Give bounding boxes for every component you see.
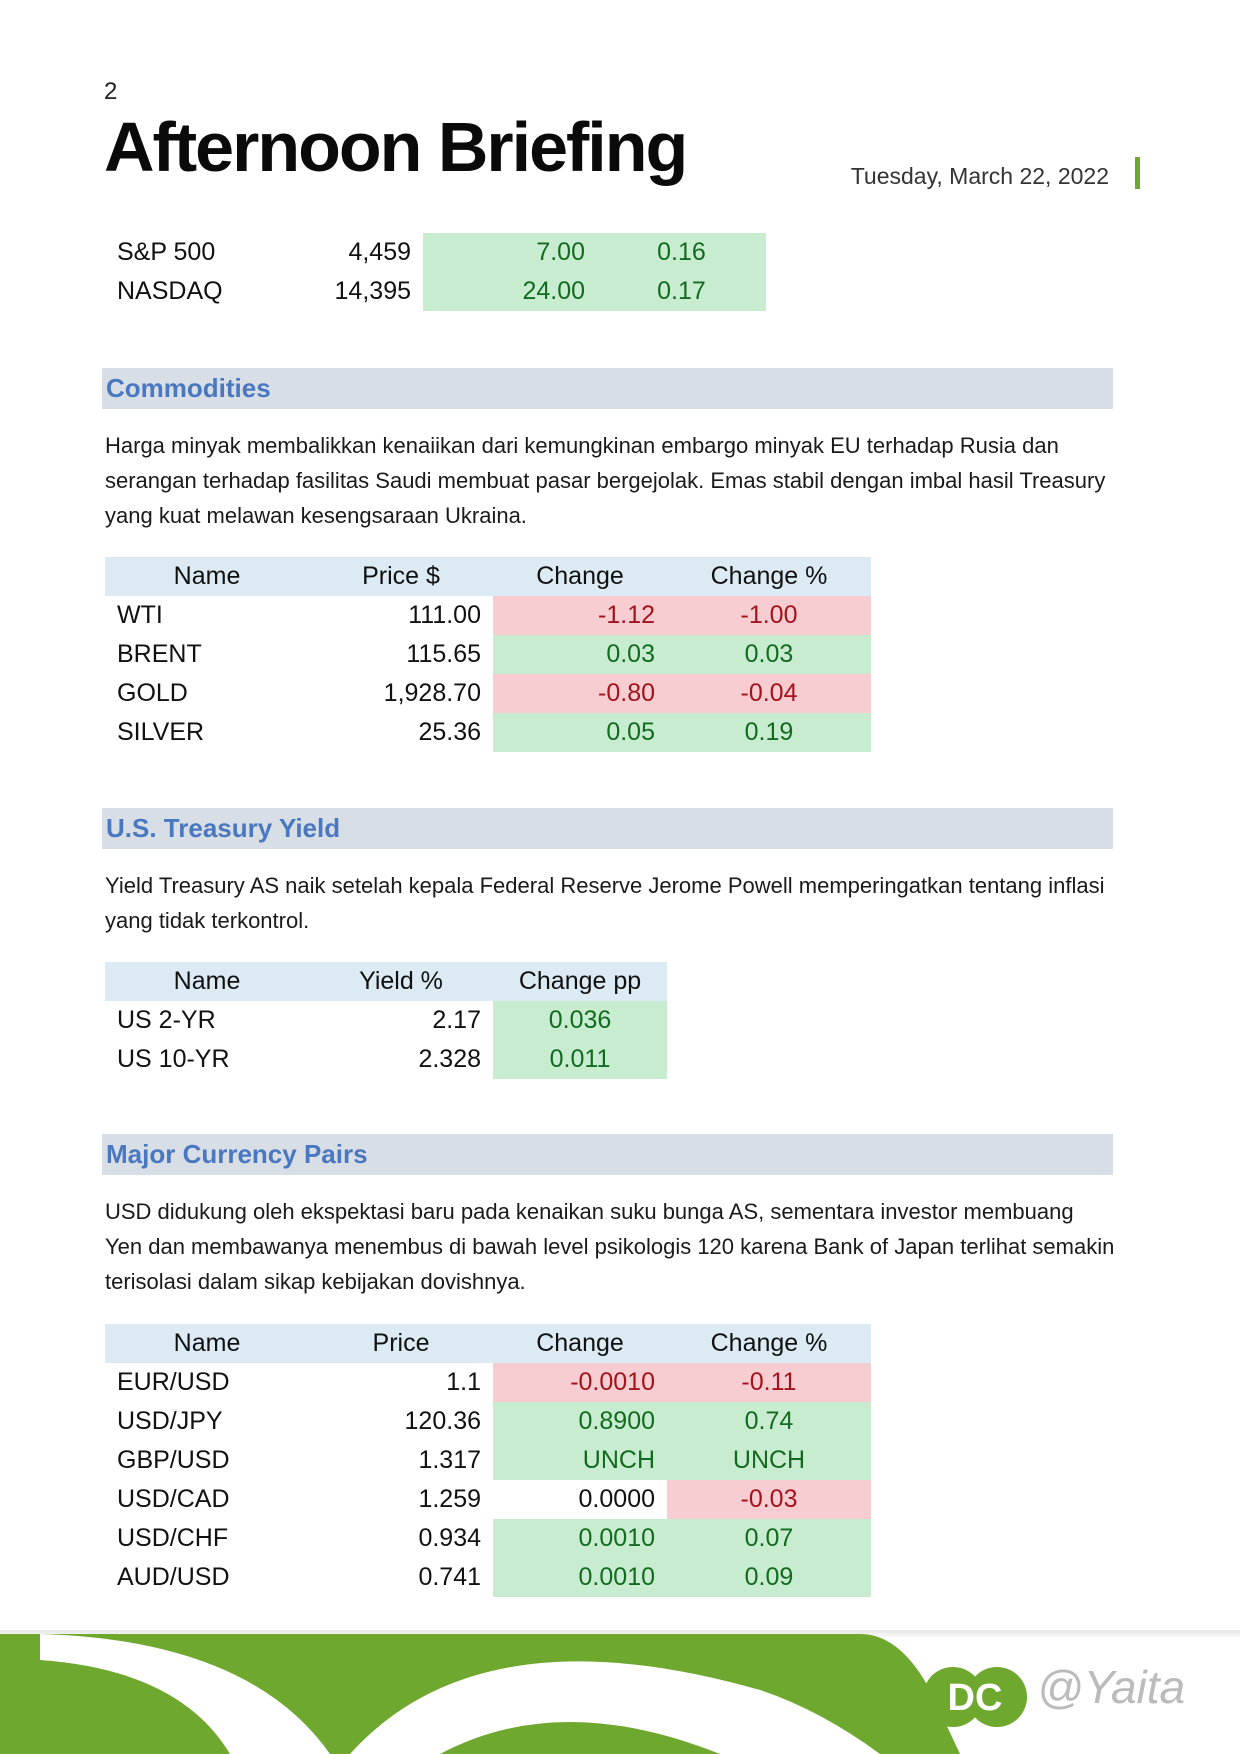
currency-change: UNCH bbox=[493, 1441, 667, 1480]
index-value: 4,459 bbox=[348, 238, 411, 266]
commodity-change: 0.05 bbox=[493, 713, 667, 752]
treasury-change: 0.011 bbox=[493, 1040, 667, 1079]
currency-table bbox=[105, 1324, 871, 1597]
currency-price: 0.741 bbox=[418, 1563, 481, 1591]
page-number: 2 bbox=[104, 78, 118, 105]
index-value: 14,395 bbox=[334, 277, 411, 305]
commodity-change: -1.12 bbox=[493, 596, 667, 635]
indices-table bbox=[105, 233, 766, 311]
table-header-row bbox=[105, 1324, 871, 1363]
table-row bbox=[105, 272, 766, 311]
table-row bbox=[105, 596, 871, 635]
commodity-name: WTI bbox=[117, 601, 163, 629]
commodity-price: 25.36 bbox=[418, 718, 481, 746]
currency-change: 0.0010 bbox=[493, 1558, 667, 1597]
column-header: Name bbox=[105, 1324, 309, 1363]
treasury-heading: U.S. Treasury Yield bbox=[106, 813, 341, 843]
column-header: Change bbox=[493, 557, 667, 596]
column-header: Change % bbox=[667, 1324, 871, 1363]
column-header: Name bbox=[105, 962, 309, 1001]
treasury-name: US 2-YR bbox=[117, 1006, 216, 1034]
column-header: Change % bbox=[667, 557, 871, 596]
commodity-change: -0.80 bbox=[493, 674, 667, 713]
table-row bbox=[105, 1558, 871, 1597]
commodities-section-header bbox=[102, 368, 1113, 409]
currency-price: 1.259 bbox=[418, 1485, 481, 1513]
commodity-change-pct: 0.03 bbox=[667, 635, 871, 674]
currency-change: 0.0000 bbox=[493, 1480, 667, 1519]
index-change: 7.00 bbox=[423, 233, 597, 272]
treasury-change: 0.036 bbox=[493, 1001, 667, 1040]
report-date: Tuesday, March 22, 2022 bbox=[850, 163, 1109, 189]
commodities-heading: Commodities bbox=[106, 373, 271, 403]
dc-logo-icon bbox=[920, 1664, 1030, 1730]
currency-name: GBP/USD bbox=[117, 1446, 230, 1474]
commodity-name: GOLD bbox=[117, 679, 188, 707]
treasury-yield: 2.328 bbox=[418, 1045, 481, 1073]
treasury-table bbox=[105, 962, 667, 1079]
currency-price: 1.1 bbox=[446, 1368, 481, 1396]
table-row bbox=[105, 1040, 667, 1079]
currency-change: 0.8900 bbox=[493, 1402, 667, 1441]
commodity-change-pct: -1.00 bbox=[667, 596, 871, 635]
column-header: Yield % bbox=[309, 962, 493, 1001]
table-row bbox=[105, 635, 871, 674]
commodity-price: 111.00 bbox=[408, 601, 481, 629]
currency-heading: Major Currency Pairs bbox=[106, 1139, 368, 1169]
table-row bbox=[105, 1441, 871, 1480]
table-row bbox=[105, 233, 766, 272]
currency-change: 0.0010 bbox=[493, 1519, 667, 1558]
table-row bbox=[105, 1519, 871, 1558]
commodity-change: 0.03 bbox=[493, 635, 667, 674]
table-row bbox=[105, 1001, 667, 1040]
currency-name: USD/CAD bbox=[117, 1485, 230, 1513]
currency-section-header bbox=[102, 1134, 1113, 1175]
currency-name: USD/CHF bbox=[117, 1524, 229, 1552]
currency-price: 0.934 bbox=[418, 1524, 481, 1552]
currency-name: AUD/USD bbox=[117, 1563, 230, 1591]
currency-change-pct: 0.74 bbox=[667, 1402, 871, 1441]
currency-name: USD/JPY bbox=[117, 1407, 223, 1435]
currency-price: 1.317 bbox=[418, 1446, 481, 1474]
column-header: Price $ bbox=[309, 557, 493, 596]
index-change-pct: 0.17 bbox=[597, 272, 766, 311]
treasury-yield: 2.17 bbox=[432, 1006, 481, 1034]
currency-name: EUR/USD bbox=[117, 1368, 230, 1396]
column-header: Name bbox=[105, 557, 309, 596]
currency-change-pct: 0.07 bbox=[667, 1519, 871, 1558]
treasury-section-header bbox=[102, 808, 1113, 849]
column-header: Price bbox=[309, 1324, 493, 1363]
table-row bbox=[105, 1363, 871, 1402]
currency-price: 120.36 bbox=[404, 1407, 481, 1435]
date-accent-bar bbox=[1135, 157, 1140, 189]
table-header-row bbox=[105, 557, 871, 596]
treasury-name: US 10-YR bbox=[117, 1045, 230, 1073]
table-row bbox=[105, 1402, 871, 1441]
watermark-text: @Yaita bbox=[1037, 1661, 1186, 1713]
column-header: Change bbox=[493, 1324, 667, 1363]
currency-change-pct: 0.09 bbox=[667, 1558, 871, 1597]
table-row bbox=[105, 713, 871, 752]
currency-paragraph: USD didukung oleh ekspektasi baru pada kenaikan suku bunga AS, sementara investor membuang Yen dan membawanya menembus di bawah level psikologis 120 karena Bank of Japan terlihat semakin terisolasi dalam sikap kebijakan dovishnya. bbox=[105, 1199, 1115, 1294]
index-change: 24.00 bbox=[423, 272, 597, 311]
currency-change-pct: UNCH bbox=[667, 1441, 871, 1480]
page-title: Afternoon Briefing bbox=[104, 108, 687, 186]
commodity-price: 1,928.70 bbox=[383, 679, 481, 707]
index-name: NASDAQ bbox=[117, 277, 223, 305]
commodity-change-pct: 0.19 bbox=[667, 713, 871, 752]
table-row bbox=[105, 1480, 871, 1519]
commodity-change-pct: -0.04 bbox=[667, 674, 871, 713]
table-header-row bbox=[105, 962, 667, 1001]
currency-change-pct: -0.03 bbox=[667, 1480, 871, 1519]
dc-logo-text: DC bbox=[947, 1677, 1003, 1719]
commodity-name: SILVER bbox=[117, 718, 205, 746]
column-header: Change pp bbox=[493, 962, 667, 1001]
commodities-paragraph: Harga minyak membalikkan kenaiikan dari kemungkinan embargo minyak EU terhadap Rusia dan serangan terhadap fasilitas Saudi membuat pasar bergejolak. Emas stabil dengan imbal hasil Treasury yang kuat melawan kesengsaraan Ukraina. bbox=[105, 433, 1106, 528]
commodity-price: 115.65 bbox=[406, 640, 481, 668]
commodities-table bbox=[105, 557, 871, 752]
commodity-name: BRENT bbox=[117, 640, 202, 668]
index-change-pct: 0.16 bbox=[597, 233, 766, 272]
currency-change-pct: -0.11 bbox=[667, 1363, 871, 1402]
table-row bbox=[105, 674, 871, 713]
currency-change: -0.0010 bbox=[493, 1363, 667, 1402]
treasury-paragraph: Yield Treasury AS naik setelah kepala Federal Reserve Jerome Powell memperingatkan tentang inflasi yang tidak terkontrol. bbox=[105, 873, 1105, 933]
index-name: S&P 500 bbox=[117, 238, 216, 266]
